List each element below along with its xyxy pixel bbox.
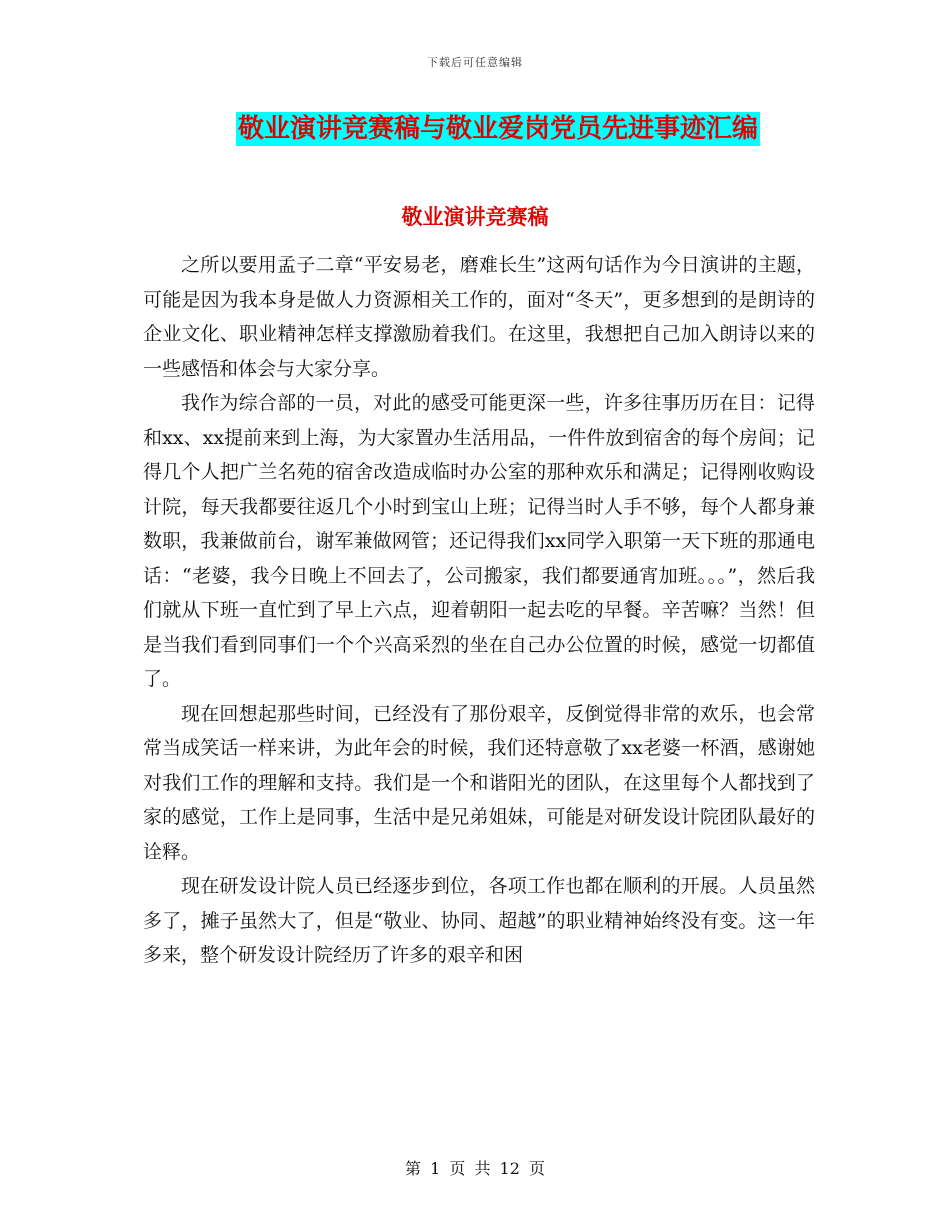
page-number-footer: 第 1 页 共 12 页 [405, 1159, 545, 1178]
paragraph: 现在研发设计院人员已经逐步到位，各项工作也都在顺利的开展。人员虽然多了，摊子虽然大了，但是“敬业、协同、超越”的职业精神始终没有变。这一年多来，整个研发设计院经历了许多的艰辛和困 [143, 875, 815, 966]
document-body [143, 248, 815, 973]
main-title-container [0, 112, 950, 146]
paragraph: 我作为综合部的一员，对此的感受可能更深一些，许多往事历历在目：记得和xx、xx提前来到上海，为大家置办生活用品，一件件放到宿舍的每个房间；记得几个人把广兰名苑的宿舍改造成临时办公室的那种欢乐和满足；记得刚收购设计院，每天我都要往返几个小时到宝山上班；记得当时人手不够，每个人都身兼数职，我兼做前台，谢军兼做网管；还记得我们xx同学入职第一天下班的那通电话：“老婆，我今日晚上不回去了，公司搬家，我们都要通宵加班。。。”，然后我们就从下班一直忙到了早上六点，迎着朝阳一起去吃的早餐。辛苦嘛？当然！但是当我们看到同事们一个个兴高采烈的坐在自己办公位置的时候，感觉一切都值了。 [143, 392, 815, 690]
header-note: 下载后可任意编辑 [427, 56, 523, 69]
document-title: 敬业演讲竞赛稿与敬业爱岗党员先进事迹汇编 [237, 114, 758, 144]
section-title: 敬业演讲竞赛稿 [401, 204, 549, 229]
paragraph: 之所以要用孟子二章“平安易老，磨难长生”这两句话作为今日演讲的主题，可能是因为我本身是做人力资源相关工作的，面对“冬天”，更多想到的是朗诗的企业文化、职业精神怎样支撑激励着我们。在这里，我想把自己加入朗诗以来的一些感悟和体会与大家分享。 [143, 254, 815, 380]
paragraph: 现在回想起那些时间，已经没有了那份艰辛，反倒觉得非常的欢乐，也会常常当成笑话一样来讲，为此年会的时候，我们还特意敬了xx老婆一杯酒，感谢她对我们工作的理解和支持。我们是一个和谐阳光的团队，在这里每个人都找到了家的感觉，工作上是同事，生活中是兄弟姐妹，可能是对研发设计院团队最好的诠释。 [143, 702, 815, 863]
